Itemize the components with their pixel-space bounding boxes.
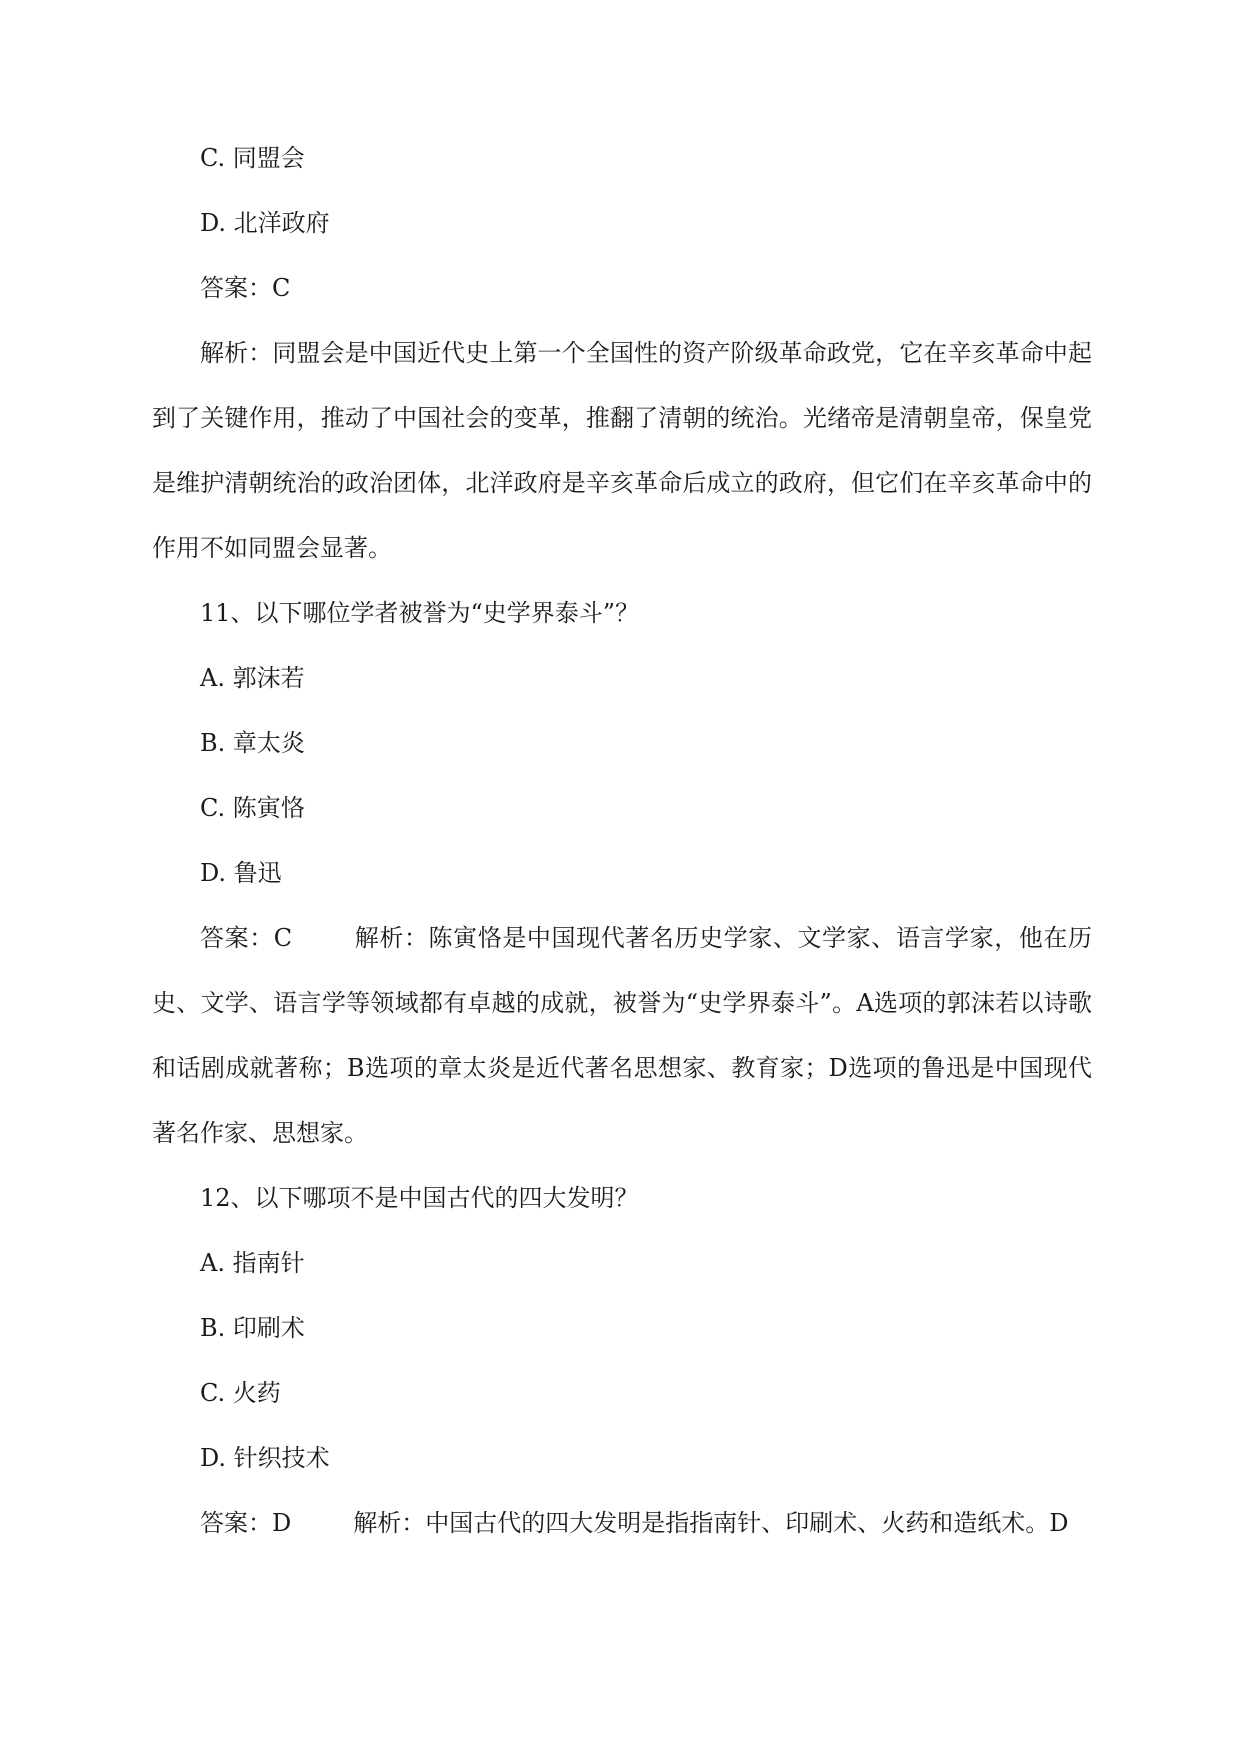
- q10-answer: 答案：C: [200, 274, 291, 302]
- q11-answer: 答案：C: [200, 924, 293, 952]
- q10-option-d: D. 北洋政府: [200, 209, 330, 237]
- q12-answer-analysis: [152, 1491, 1092, 1556]
- document-content: [152, 140, 1092, 1570]
- q11-answer-analysis: [152, 906, 1092, 1166]
- q12-answer: 答案：D: [200, 1509, 292, 1537]
- q12-option-d: D. 针织技术: [200, 1444, 330, 1472]
- q12-option-b: B. 印刷术: [200, 1314, 305, 1342]
- q10-option-c: C. 同盟会: [200, 144, 305, 172]
- q11-option-a: A. 郭沫若: [200, 664, 305, 692]
- q11-stem: 11、以下哪位学者被誉为“史学界泰斗”？: [200, 599, 640, 627]
- q11-option-d: D. 鲁迅: [200, 859, 282, 887]
- q12-stem: 12、以下哪项不是中国古代的四大发明？: [200, 1184, 639, 1212]
- q11-analysis: 解析：陈寅恪是中国现代著名历史学家、文学家、语言学家，他在历史、文学、语言学等领域都有卓越的成就，被誉为“史学界泰斗”。A选项的郭沫若以诗歌和话剧成就著称；B选项的章太炎是近代著名思想家、教育家；D选项的鲁迅是中国现代著名作家、思想家。: [152, 924, 1092, 1147]
- q11-option-c: C. 陈寅恪: [200, 794, 305, 822]
- q10-analysis: 解析：同盟会是中国近代史上第一个全国性的资产阶级革命政党，它在辛亥革命中起到了关键作用，推动了中国社会的变革，推翻了清朝的统治。光绪帝是清朝皇帝，保皇党是维护清朝统治的政治团体，北洋政府是辛亥革命后成立的政府，但它们在辛亥革命中的作用不如同盟会显著。: [152, 339, 1092, 562]
- q11-option-b: B. 章太炎: [200, 729, 305, 757]
- q12-option-a: A. 指南针: [200, 1249, 305, 1277]
- q12-option-c: C. 火药: [200, 1379, 281, 1407]
- q12-analysis: 解析：中国古代的四大发明是指指南针、印刷术、火药和造纸术。D: [353, 1509, 1069, 1537]
